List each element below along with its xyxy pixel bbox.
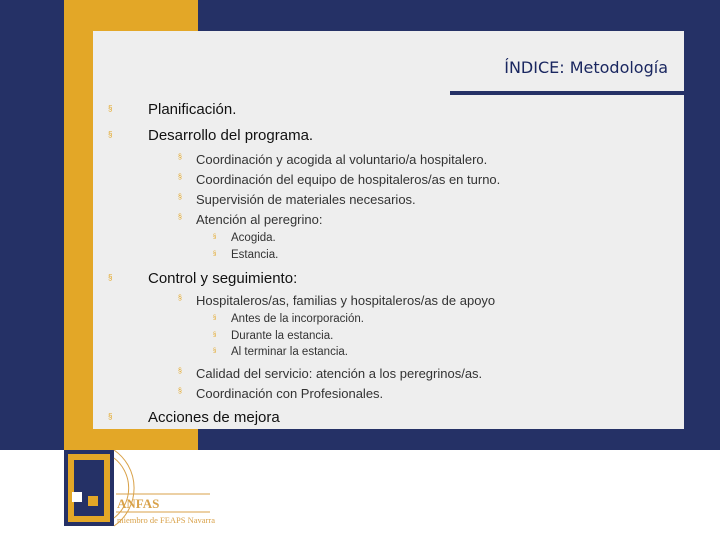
bullet-icon: § <box>213 348 217 354</box>
item-text: Estancia. <box>231 249 279 261</box>
item-text: Coordinación del equipo de hospitaleros/as en turno. <box>196 172 501 187</box>
bullet-icon: § <box>178 214 182 221</box>
item-text: Durante la estancia. <box>231 330 334 342</box>
bullet-icon: § <box>213 251 217 257</box>
section-label: Desarrollo del programa. <box>148 127 314 144</box>
logo-tagline: miembro de FEAPS Navarra <box>117 515 215 525</box>
logo-name: ANFAS <box>117 496 160 511</box>
bullet-icon: § <box>213 234 217 240</box>
bullet-icon: § <box>108 130 113 139</box>
section-label: Control y seguimiento: <box>148 270 298 287</box>
item-text: Hospitaleros/as, familias y hospitaleros/as de apoyo <box>196 293 496 308</box>
bullet-icon: § <box>178 154 182 161</box>
bullet-icon: § <box>178 174 182 181</box>
bullet-icon: § <box>213 315 217 321</box>
section-label: Acciones de mejora <box>148 409 280 426</box>
title-underline <box>450 91 684 95</box>
bullet-icon: § <box>108 412 113 421</box>
item-text: Antes de la incorporación. <box>231 313 364 325</box>
item-text: Atención al peregrino: <box>196 212 323 227</box>
bullet-icon: § <box>213 332 217 338</box>
item-text: Al terminar la estancia. <box>231 346 348 358</box>
bullet-icon: § <box>178 388 182 395</box>
slide-title: ÍNDICE: Metodología <box>504 58 668 77</box>
bullet-icon: § <box>108 273 113 282</box>
bullet-icon: § <box>178 368 182 375</box>
item-text: Coordinación con Profesionales. <box>196 386 384 401</box>
item-text: Supervisión de materiales necesarios. <box>196 192 416 207</box>
item-text: Coordinación y acogida al voluntario/a hospitalero. <box>196 152 488 167</box>
bullet-icon: § <box>178 194 182 201</box>
bullet-icon: § <box>178 295 182 302</box>
item-text: Calidad del servicio: atención a los peregrinos/as. <box>196 366 483 381</box>
bullet-icon: § <box>108 104 113 113</box>
section-label: Planificación. <box>148 101 237 118</box>
item-text: Acogida. <box>231 232 276 244</box>
